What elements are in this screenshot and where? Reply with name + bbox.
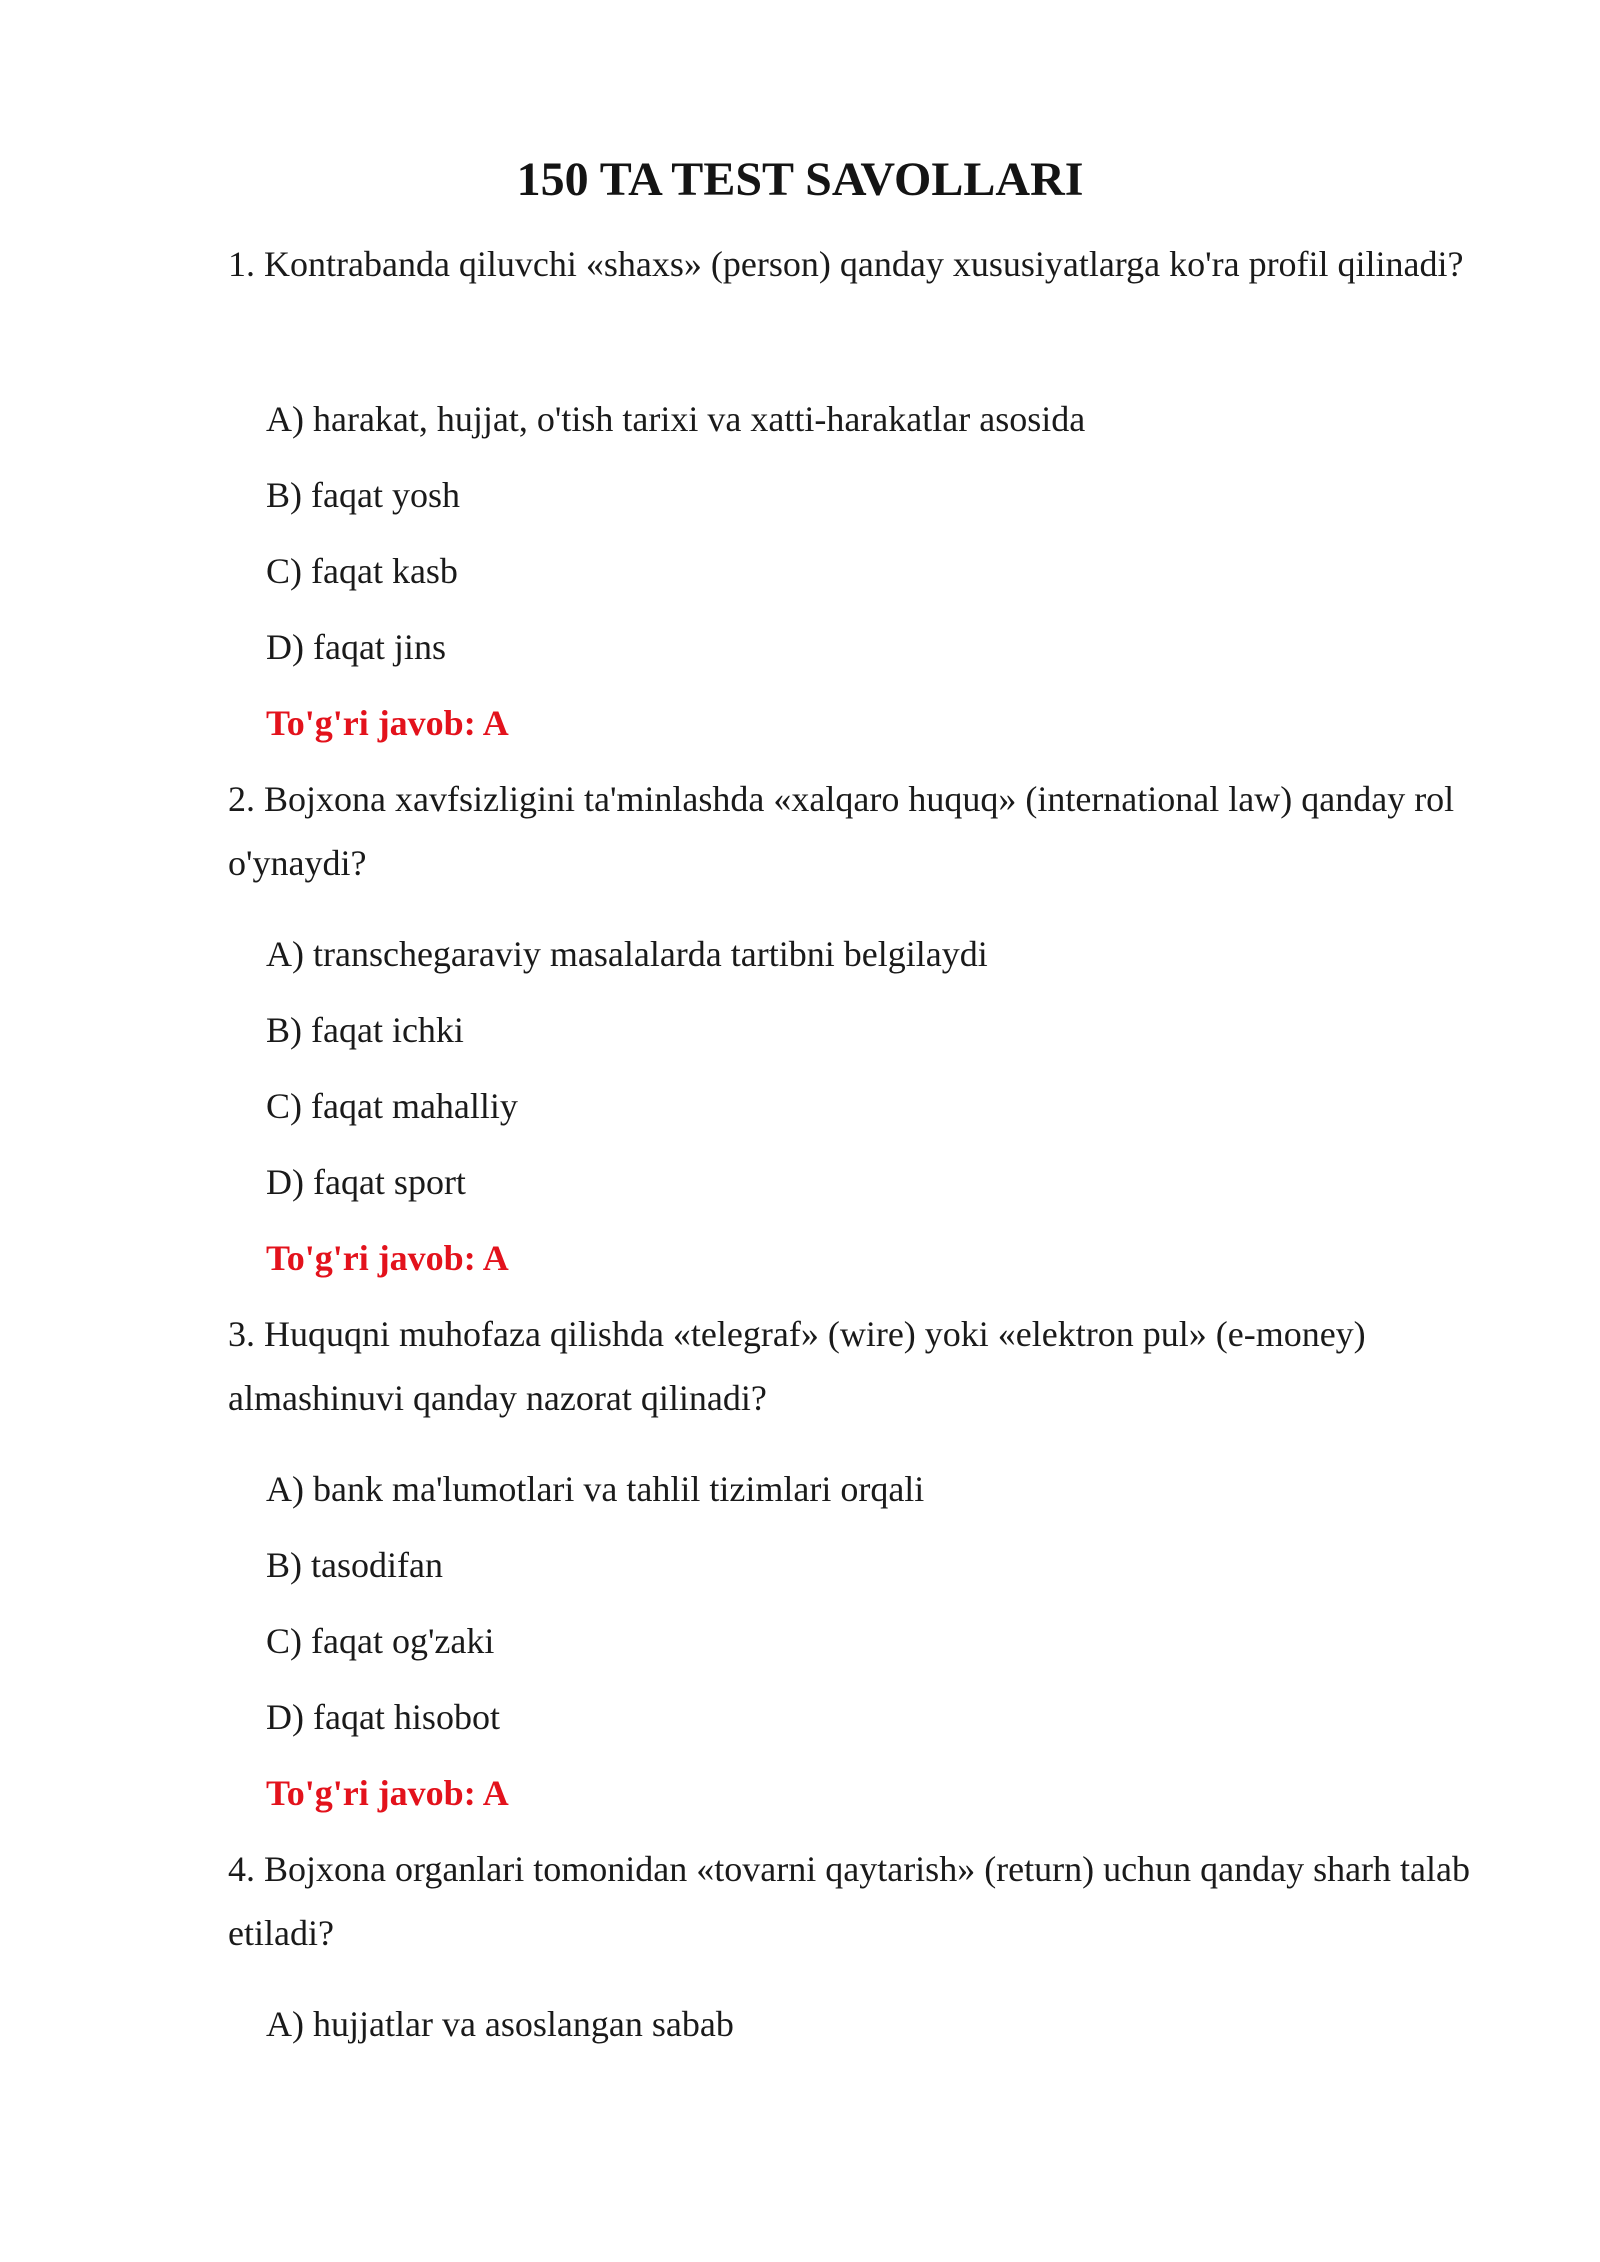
correct-answer: To'g'ri javob: A — [266, 1773, 509, 1813]
answer-option: A) transchegaraviy masalalarda tartibni belgilaydi — [266, 934, 988, 974]
answer-option: D) faqat jins — [266, 627, 446, 667]
answer-option: A) bank ma'lumotlari va tahlil tizimlari orqali — [266, 1469, 925, 1509]
question-text: 2. Bojxona xavfsizligini ta'minlashda «xalqaro huquq» (international law) qanday rol o'ynaydi? — [228, 779, 1455, 883]
answer-option: D) faqat sport — [266, 1162, 466, 1202]
answer-option: B) faqat yosh — [266, 475, 460, 515]
answer-option: B) tasodifan — [266, 1545, 443, 1585]
correct-answer: To'g'ri javob: A — [266, 1238, 509, 1278]
answer-option: C) faqat og'zaki — [266, 1621, 495, 1661]
question-text: 4. Bojxona organlari tomonidan «tovarni qaytarish» (return) uchun qanday sharh talab etiladi? — [228, 1849, 1470, 1953]
answer-option: B) faqat ichki — [266, 1010, 464, 1050]
answer-option: D) faqat hisobot — [266, 1697, 500, 1737]
answer-option: C) faqat kasb — [266, 551, 458, 591]
answer-option: A) hujjatlar va asoslangan sabab — [266, 2004, 734, 2044]
question-text: 1. Kontrabanda qiluvchi «shaxs» (person) qanday xususiyatlarga ko'ra profil qilinadi? — [228, 244, 1464, 284]
answer-option: C) faqat mahalliy — [266, 1086, 518, 1126]
answer-option: A) harakat, hujjat, o'tish tarixi va xatti-harakatlar asosida — [266, 399, 1086, 439]
correct-answer: To'g'ri javob: A — [266, 703, 509, 743]
question-text: 3. Huquqni muhofaza qilishda «telegraf» (wire) yoki «elektron pul» (e-money) almashinuvi qanday nazorat qilinadi? — [228, 1314, 1366, 1418]
document-title: 150 TA TEST SAVOLLARI — [516, 153, 1084, 206]
